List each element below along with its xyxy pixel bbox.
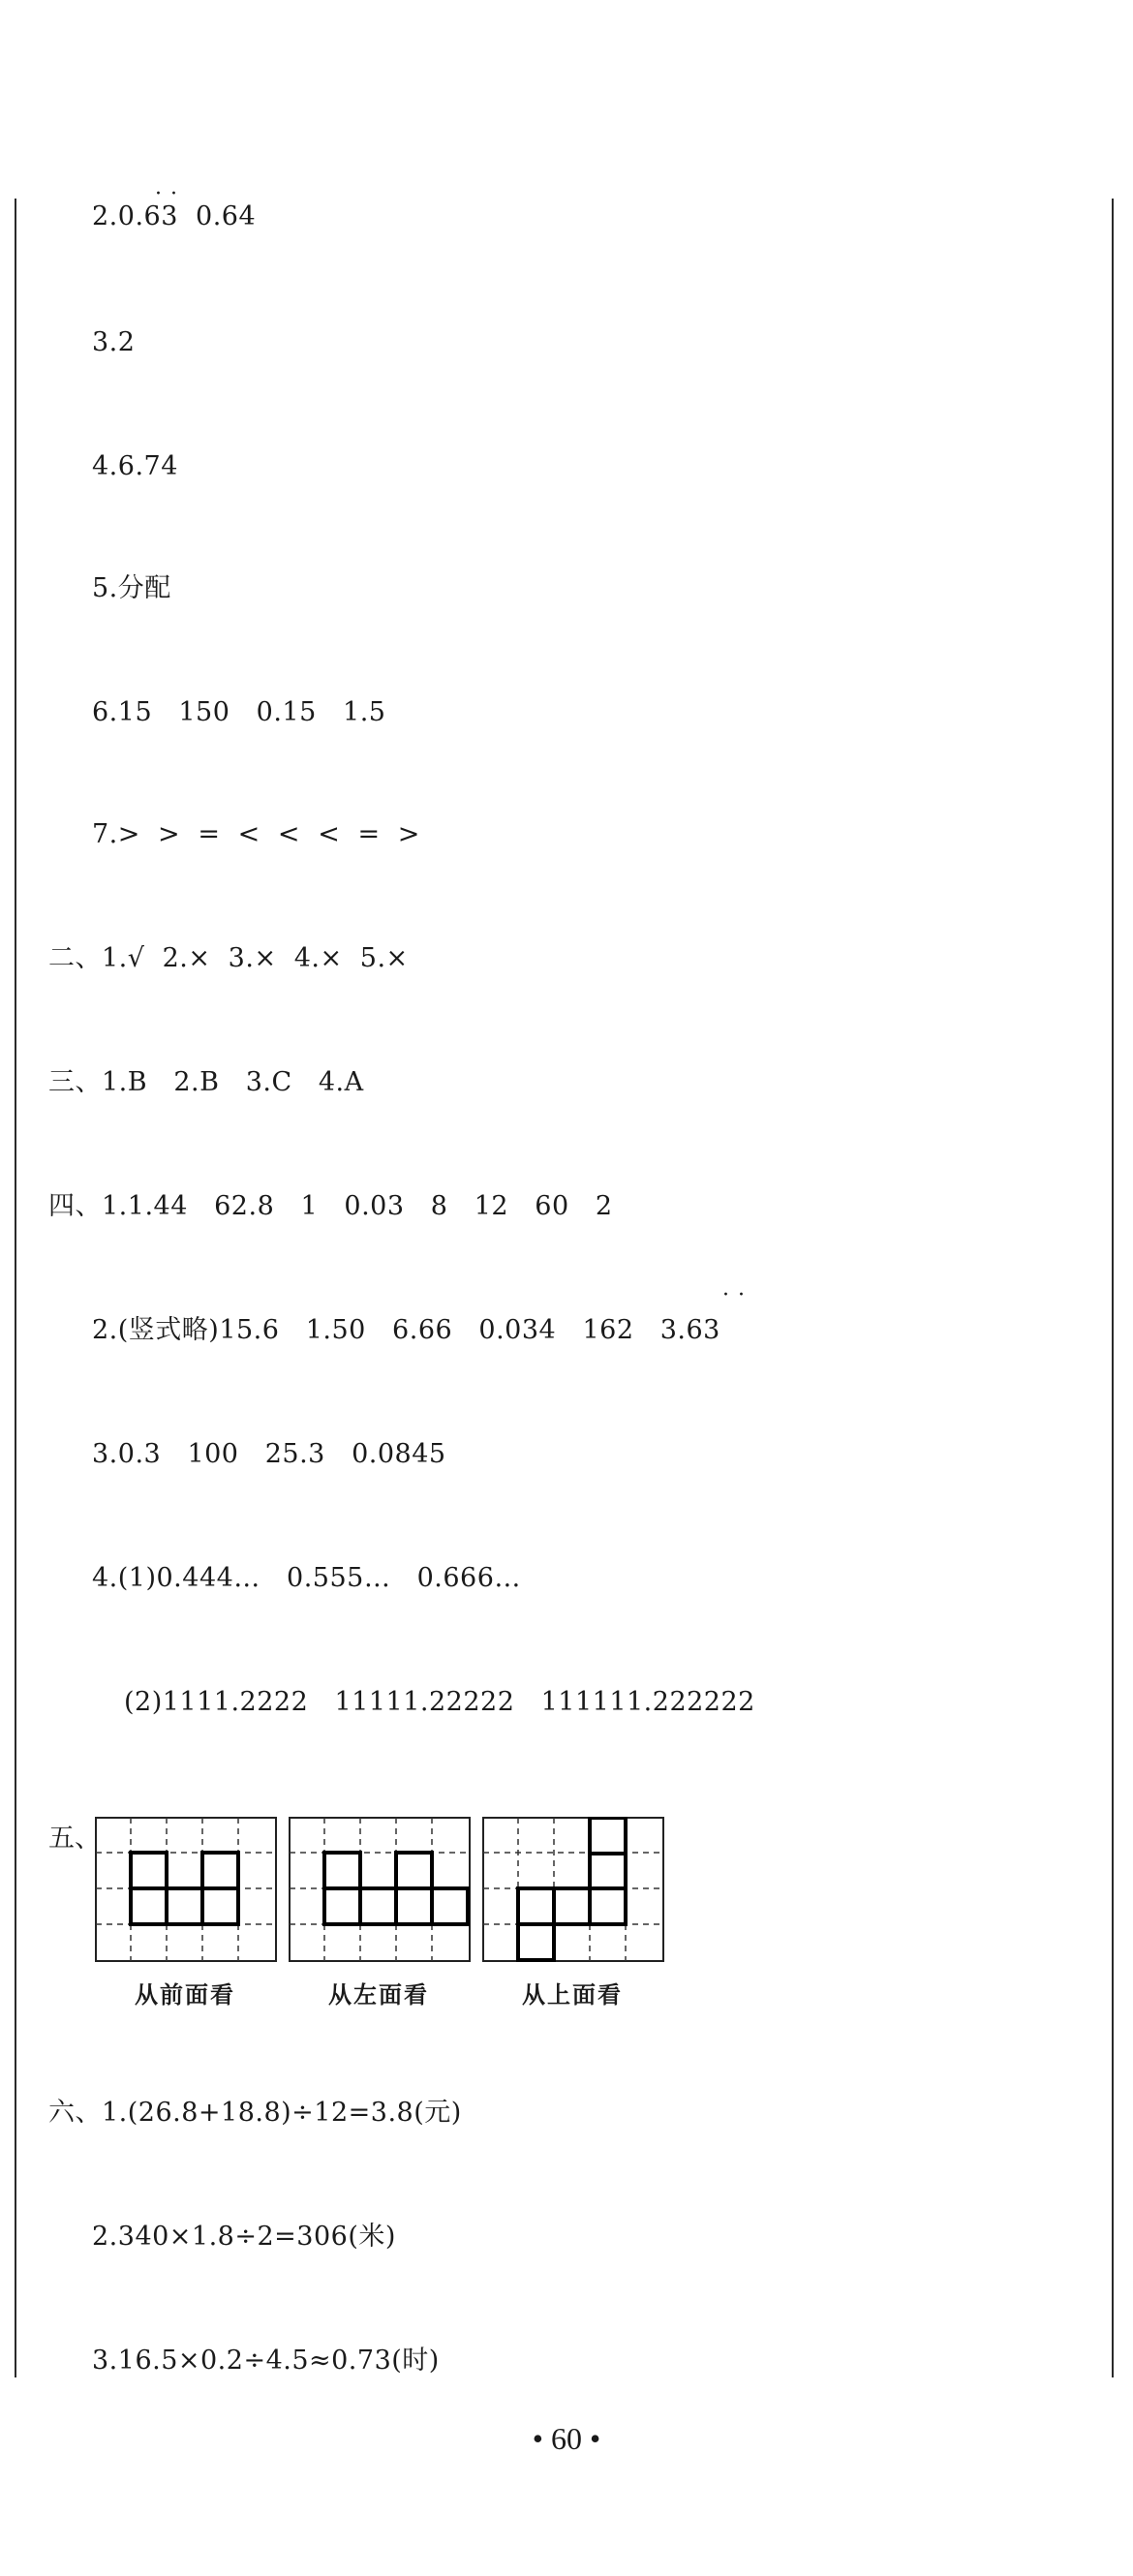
top-view-label: 从上面看	[522, 1980, 623, 2009]
section-4-answer-3: 3.0.3 100 25.3 0.0845	[92, 1439, 446, 1469]
answer-1-3: 3.2	[92, 327, 136, 357]
left-view	[289, 1817, 471, 2009]
top-view	[482, 1817, 664, 2009]
front-view-label: 从前面看	[135, 1980, 235, 2009]
section-3-answers: 三、1.B 2.B 3.C 4.A	[48, 1067, 364, 1097]
front-view-grid	[95, 1817, 277, 1962]
section-4-answer-2: 2.(竖式略)15.6 1.50 6.66 0.034 162 3.63	[92, 1315, 720, 1345]
page-number: • 60 •	[532, 2421, 601, 2456]
section-4-answer-1: 四、1.1.44 62.8 1 0.03 8 12 60 2	[48, 1191, 613, 1221]
section-4-answer-4: 4.(1)0.444… 0.555… 0.666…	[92, 1563, 521, 1593]
section-6-answer-1: 六、1.(26.8+18.8)÷12=3.8(元)	[48, 2098, 462, 2128]
answer-1-5: 5.分配	[92, 573, 171, 603]
section-4-answer-4-part-2: (2)1111.2222 11111.22222 111111.222222	[124, 1687, 755, 1717]
section-6-answer-3: 3.16.5×0.2÷4.5≈0.73(时)	[92, 2346, 440, 2376]
left-margin-rule	[15, 199, 16, 2377]
section-5-label: 五、	[48, 1824, 101, 1854]
section-2-answers: 二、1.√ 2.× 3.× 4.× 5.×	[48, 943, 409, 973]
answer-1-4: 4.6.74	[92, 451, 178, 481]
repeat-dot: ·	[722, 1283, 729, 1307]
left-view-grid	[289, 1817, 471, 1962]
repeat-dot: ·	[738, 1283, 745, 1307]
repeat-dot: ·	[170, 182, 177, 206]
section-6-answer-2: 2.340×1.8÷2=306(米)	[92, 2222, 396, 2252]
top-view-grid	[482, 1817, 664, 1962]
answer-1-6: 6.15 150 0.15 1.5	[92, 697, 386, 727]
answer-1-2: 2.0.63 0.64	[92, 201, 257, 231]
repeat-dot: ·	[155, 182, 162, 206]
front-view	[95, 1817, 277, 2009]
right-margin-rule	[1112, 199, 1114, 2377]
left-view-label: 从左面看	[328, 1980, 429, 2009]
answer-1-7: 7.> > = < < < = >	[92, 819, 420, 849]
